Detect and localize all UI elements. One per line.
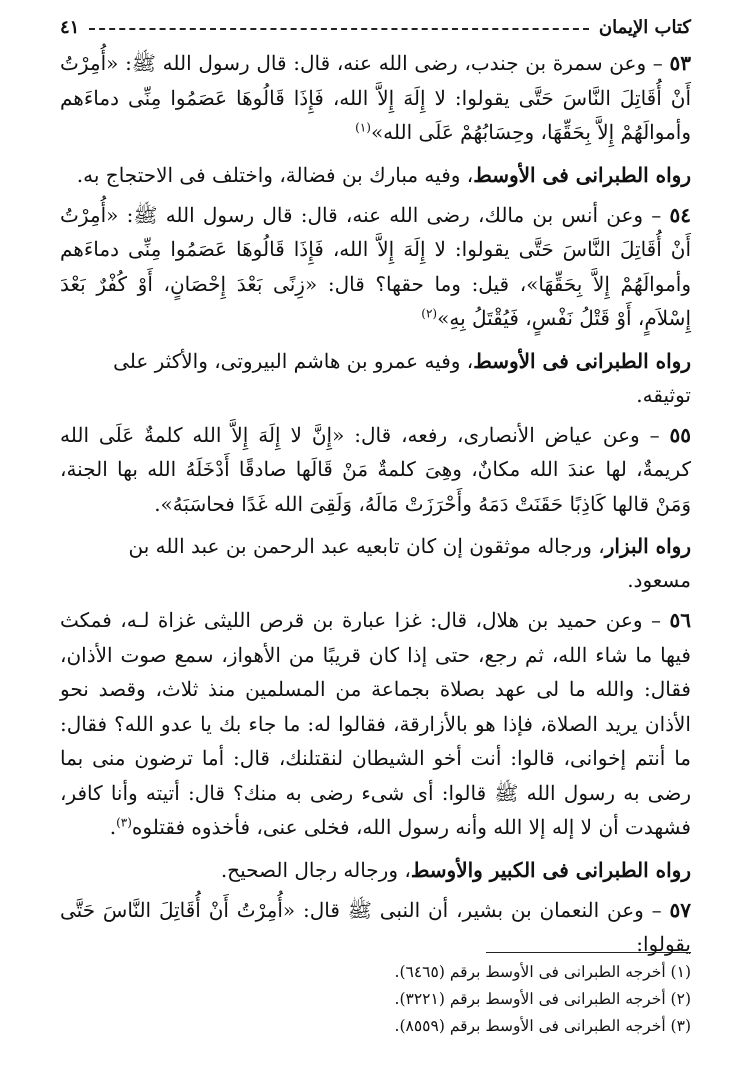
entry-number: ٥٣ — [669, 51, 691, 75]
entry-text: – وعن النعمان بن بشير، أن النبى ﷺ قال: «أُمِرْتُ أَنْ أُقَاتِلَ النَّاسَ حَتَّى يقولوا: — [60, 897, 691, 956]
source-attribution: رواه الطبرانى فى الأوسط — [473, 348, 691, 373]
page-number: ٤١ — [60, 16, 80, 38]
book-title: كتاب الإيمان — [598, 16, 691, 38]
source-attribution: رواه البزار — [604, 534, 691, 558]
source-note: ، ورجاله رجال الصحيح. — [220, 857, 411, 882]
entry-text: – وعن حميد بن هلال، قال: غزا عبارة بن قرص الليثى غزاة لـه، فمكث فيها ما شاء الله، ثم رجع، حتى إذا كان قريبًا من الأهواز، سمع صوت الأذان، فقال: والله ما لى عهد بصلاة بجماعة من المسلمين منذ ثلاث، وقصد نحو الأذان يريد الصلاة، فإذا هو بالأزارقة، فقالوا له: ما جاء بك يا عدو الله؟ فقال: ما أنتم إخوانى، قالوا: أنت أخو الشيطان لنقتلنك، قال: أما ترضون منى بما رضى به رسول الله ﷺ قالوا: أى شىء رضى به منك؟ قال: أتيته وأنا كافر، فشهدت أن لا إله إلا الله وأنه رسول الله، فخلى عنى، فأخذوه فقتلوه — [60, 608, 691, 839]
source-note: ، ورجاله موثقون إن كان تابعيه عبد الرحمن بن عبد الله بن مسعود. — [128, 534, 691, 592]
source-line — [60, 853, 691, 887]
source-attribution: رواه الطبرانى فى الأوسط — [473, 162, 691, 187]
header-dashed-rule — [89, 28, 589, 30]
entry-number: ٥٥ — [669, 422, 691, 447]
source-line — [60, 344, 691, 412]
hadith-entry — [60, 198, 691, 336]
footnote-ref: (٣) — [116, 815, 132, 830]
hadith-entry: ٥٦ – وعن حميد بن هلال، قال: غزا عبارة بن قرص الليثى غزاة لـه، فمكث فيها ما شاء الله، ثم رجع، حتى إذا كان قريبًا من الأهواز، سمع صوت الأذان، فقال: والله ما لى عهد بصلاة بجماعة من المسلمين منذ ثلاث، وقصد نحو الأذان يريد الصلاة، فإذا هو بالأزارقة، فقالوا له: ما جاء بك يا عدو الله؟ فقال: ما أنتم إخوانى، قالوا: أنت أخو الشيطان لنقتلنك، قال: أما ترضون منى بما رضى به رسول الله ﷺ قالوا: أى شىء رضى به منك؟ قال: أتيته وأنا كافر، فشهدت أن لا إله إلا الله وأنه رسول الله، فخلى عنى، فأخذوه فقتلوه$^{(٣)}$. — [60, 608, 691, 839]
hadith-entry — [60, 46, 691, 150]
hadith-entry — [60, 418, 691, 522]
source-attribution: رواه الطبرانى فى الكبير والأوسط — [410, 857, 691, 882]
footnote-divider — [486, 952, 691, 953]
footnote: (١) أخرجه الطبرانى فى الأوسط برقم (٦٤٦٥). — [394, 963, 691, 981]
source-line — [60, 158, 691, 192]
footnote: (٢) أخرجه الطبرانى فى الأوسط برقم (٣٢٢١). — [394, 990, 691, 1008]
entry-text: – وعن سمرة بن جندب، رضى الله عنه، قال: قال رسول الله ﷺ: «أُمِرْتُ أَنْ أُقَاتِلَ النَّاسَ حَتَّى يقولوا: لا إِلَهَ إِلاَّ الله، فَإِذَا قَالُوهَا عَصَمُوا مِنِّى دماءَهم وأموالَهُمْ إِلاَّ بِحَقِّهَا، وحِسَابُهُمْ عَلَى الله» — [60, 51, 691, 144]
footnotes-section — [60, 952, 691, 1040]
footnote: (٣) أخرجه الطبرانى فى الأوسط برقم (٨٥٥٩). — [394, 1017, 691, 1035]
page-body — [60, 46, 691, 962]
source-line — [60, 529, 691, 597]
entry-text: – وعن عياض الأنصارى، رفعه، قال: «إِنَّ لا إِلَهَ إِلاَّ الله كلمةٌ عَلَى الله كريمةٌ، لها عندَ الله مكانٌ، وهِىَ كلمةٌ مَنْ قَالَها صادقًا أَدْخَلَهُ الله بها الجنة، وَمَنْ قالها كَاذِبًا حَقَنَتْ دَمَهُ وأَحْرَزَتْ مَالَهُ، وَلَقِىَ الله غَدًا فحاسَبَهُ». — [60, 422, 691, 516]
running-header — [60, 14, 691, 40]
entry-number: ٥٦ — [669, 608, 691, 632]
footnote-ref: (١) — [355, 120, 371, 135]
footnote-ref: (٢) — [421, 306, 438, 321]
source-note: ، وفيه مبارك بن فضالة، واختلف فى الاحتجاج به. — [76, 162, 474, 187]
entry-number: ٥٧ — [669, 897, 691, 922]
source-note: ، وفيه عمرو بن هاشم البيروتى، والأكثر على توثيقه. — [113, 348, 691, 407]
entry-number: ٥٤ — [669, 202, 692, 227]
entry-text: – وعن أنس بن مالك، رضى الله عنه، قال: قال رسول الله ﷺ: «أُمِرْتُ أَنْ أُقَاتِلَ النَّاسَ حَتَّى يقولوا: لا إِلَهَ إِلاَّ الله، فَإِذَا قَالُوهَا عَصَمُوا مِنِّى دماءَهم وأموالَهُمْ إِلاَّ بِحَقِّهَا»، قيل: وما حقها؟ قال: «زِنًى بَعْدَ إِحْصَانٍ، أَوْ كُفْرٌ بَعْدَ إِسْلاَمٍ، أَوْ قَتْلُ نَفْسٍ، فَيُقْتَلُ بِهِ» — [60, 202, 691, 330]
